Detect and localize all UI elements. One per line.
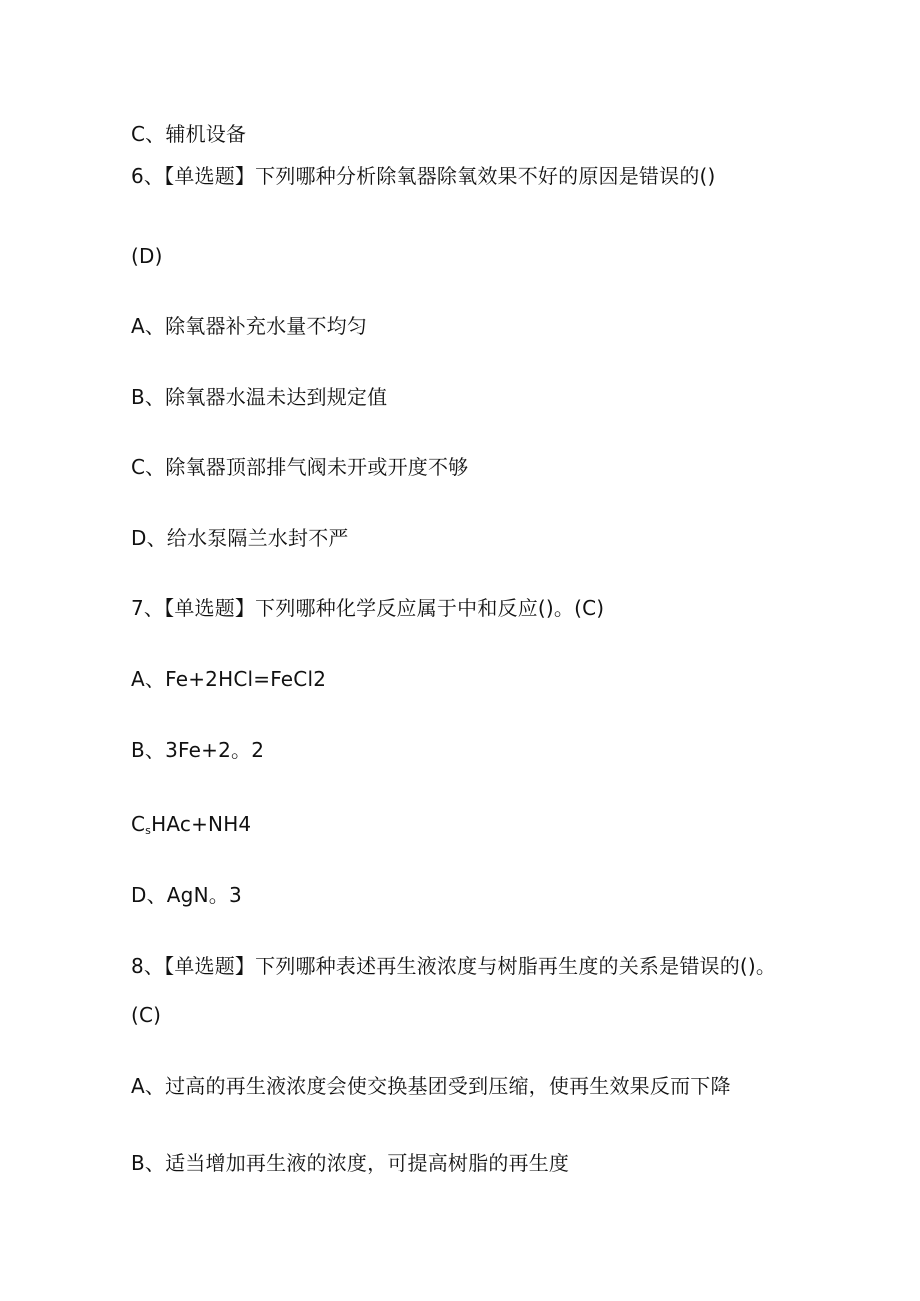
option-c-subscript: s: [145, 824, 152, 837]
option-c-text: HAc+NH4: [151, 812, 252, 836]
question-6: 6、【单选题】下列哪种分析除氧器除氧效果不好的原因是错误的(): [131, 164, 716, 188]
option-b-q8: B、适当增加再生液的浓度，可提高树脂的再生度: [131, 1151, 570, 1175]
option-c-q6: C、除氧器顶部排气阀未开或开度不够: [131, 455, 469, 479]
option-b-q7: B、3Fe+2。2: [131, 738, 265, 762]
question-7: 7、【单选题】下列哪种化学反应属于中和反应()。(C): [131, 596, 605, 620]
option-c-q7: [131, 811, 251, 844]
question-8: 8、【单选题】下列哪种表述再生液浓度与树脂再生度的关系是错误的()。: [131, 954, 777, 978]
option-a-q7: A、Fe+2HCl=FeCl2: [131, 667, 327, 691]
option-b-q6: B、除氧器水温未达到规定值: [131, 385, 388, 409]
option-a-q6: A、除氧器补充水量不均匀: [131, 314, 368, 338]
option-a-q8: A、过高的再生液浓度会使交换基团受到压缩，使再生效果反而下降: [131, 1074, 731, 1098]
option-c-prefix: C: [131, 812, 146, 836]
answer-q6: (D): [131, 244, 163, 268]
option-d-q7: D、AgN。3: [131, 883, 242, 907]
option-d-q6: D、给水泵隔兰水封不严: [131, 526, 349, 550]
option-c-q5: C、辅机设备: [131, 122, 247, 146]
answer-q8: (C): [131, 1003, 162, 1027]
